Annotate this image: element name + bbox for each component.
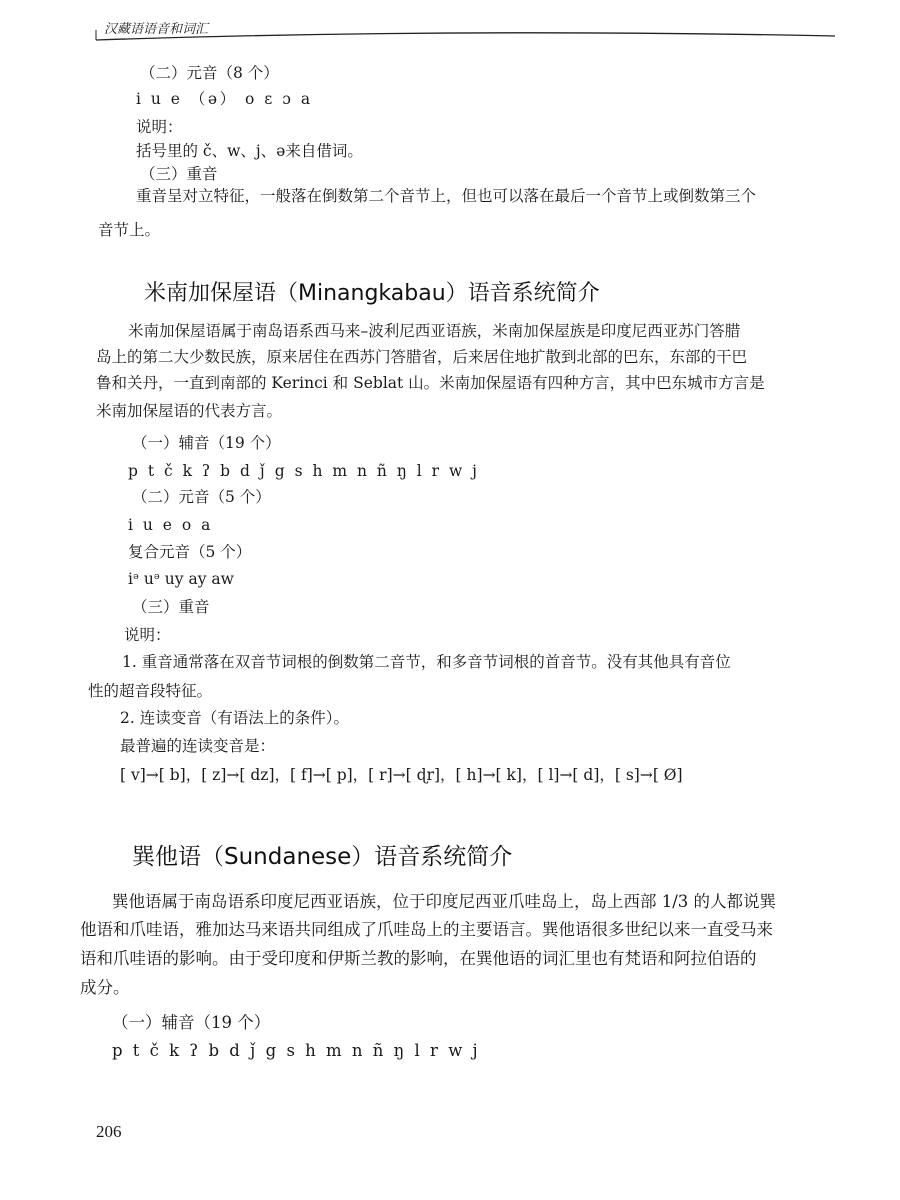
mk-vowels-heading: （二）元音（5 个） xyxy=(132,488,271,506)
su-intro-line-2: 他语和爪哇语，雅加达马来语共同组成了爪哇岛上的主要语言。巽他语很多世纪以来一直受马来 xyxy=(80,920,773,939)
mk-intro-line-4: 米南加保屋语的代表方言。 xyxy=(96,402,283,420)
mk-stress-heading: （三）重音 xyxy=(132,598,210,616)
note-label-1: 说明： xyxy=(136,118,183,136)
stress-heading-1: （三）重音 xyxy=(140,165,218,183)
mk-vowel-list: i u e o a xyxy=(128,516,213,534)
mk-note2: 2. 连读变音（有语法上的条件）。 xyxy=(120,709,349,727)
minangkabau-title: 米南加保屋语（Minangkabau）语音系统简介 xyxy=(144,281,600,306)
mk-note1-line-2: 性的超音段特征。 xyxy=(88,682,213,700)
su-intro-line-1: 巽他语属于南岛语系印度尼西亚语族，位于印度尼西亚爪哇岛上，岛上西部 1/3 的人都说巽 xyxy=(112,892,777,911)
vowel-list-1: i u e （ə） o ɛ ɔ a xyxy=(136,90,313,108)
su-intro-line-4: 成分。 xyxy=(80,978,130,997)
mk-diphthong-heading: 复合元音（5 个） xyxy=(128,543,252,561)
running-head: 汉藏语语音和词汇 xyxy=(104,22,209,37)
su-consonants-heading: （一）辅音（19 个） xyxy=(112,1013,271,1032)
stress-line-2: 音节上。 xyxy=(98,221,161,239)
mk-intro-line-2: 岛上的第二大少数民族，原来居住在西苏门答腊省，后来居住地扩散到北部的巴东，东部的干巴 xyxy=(96,348,748,366)
vowels-heading-1: （二）元音（8 个） xyxy=(140,64,279,82)
mk-sandhi-rules: [ v]→[ b]，[ z]→[ dz]，[ f]→[ p]，[ r]→[ ɖr]，[ h]→[ k]，[ l]→[ d]，[ s]→[ Ø] xyxy=(120,766,683,784)
sundanese-title: 巽他语（Sundanese）语音系统简介 xyxy=(132,844,513,870)
stress-line-1: 重音呈对立特征，一般落在倒数第二个音节上，但也可以落在最后一个音节上或倒数第三个 xyxy=(136,187,757,205)
mk-note1-line-1: 1. 重音通常落在双音节词根的倒数第二音节，和多音节词根的首音节。没有其他具有音位 xyxy=(122,653,731,671)
mk-diphthong-list: iᵊ uᵊ uy ay aw xyxy=(128,570,234,588)
header-rule xyxy=(0,0,900,48)
su-consonant-list: p t č k ʔ b d ǰ g s h m n ñ ŋ l r w j xyxy=(112,1041,481,1060)
mk-intro-line-1: 米南加保屋语属于南岛语系西马来–波利尼西亚语族，米南加保屋族是印度尼西亚苏门答腊 xyxy=(128,322,741,340)
mk-consonants-heading: （一）辅音（19 个） xyxy=(132,434,281,452)
mk-intro-line-3: 鲁和关丹，一直到南部的 Kerinci 和 Seblat 山。米南加保屋语有四种方言，其中巴东城市方言是 xyxy=(96,374,765,392)
page-number: 206 xyxy=(96,1122,122,1141)
su-intro-line-3: 语和爪哇语的影响。由于受印度和伊斯兰教的影响，在巽他语的词汇里也有梵语和阿拉伯语的 xyxy=(80,949,757,968)
mk-consonant-list: p t č k ʔ b d ǰ g s h m n ñ ŋ l r w j xyxy=(128,462,480,480)
note-text-1: 括号里的 č、w、j、ə来自借词。 xyxy=(136,142,363,160)
mk-note-label: 说明： xyxy=(124,626,171,644)
mk-common-sandhi: 最普遍的连读变音是： xyxy=(120,737,276,755)
